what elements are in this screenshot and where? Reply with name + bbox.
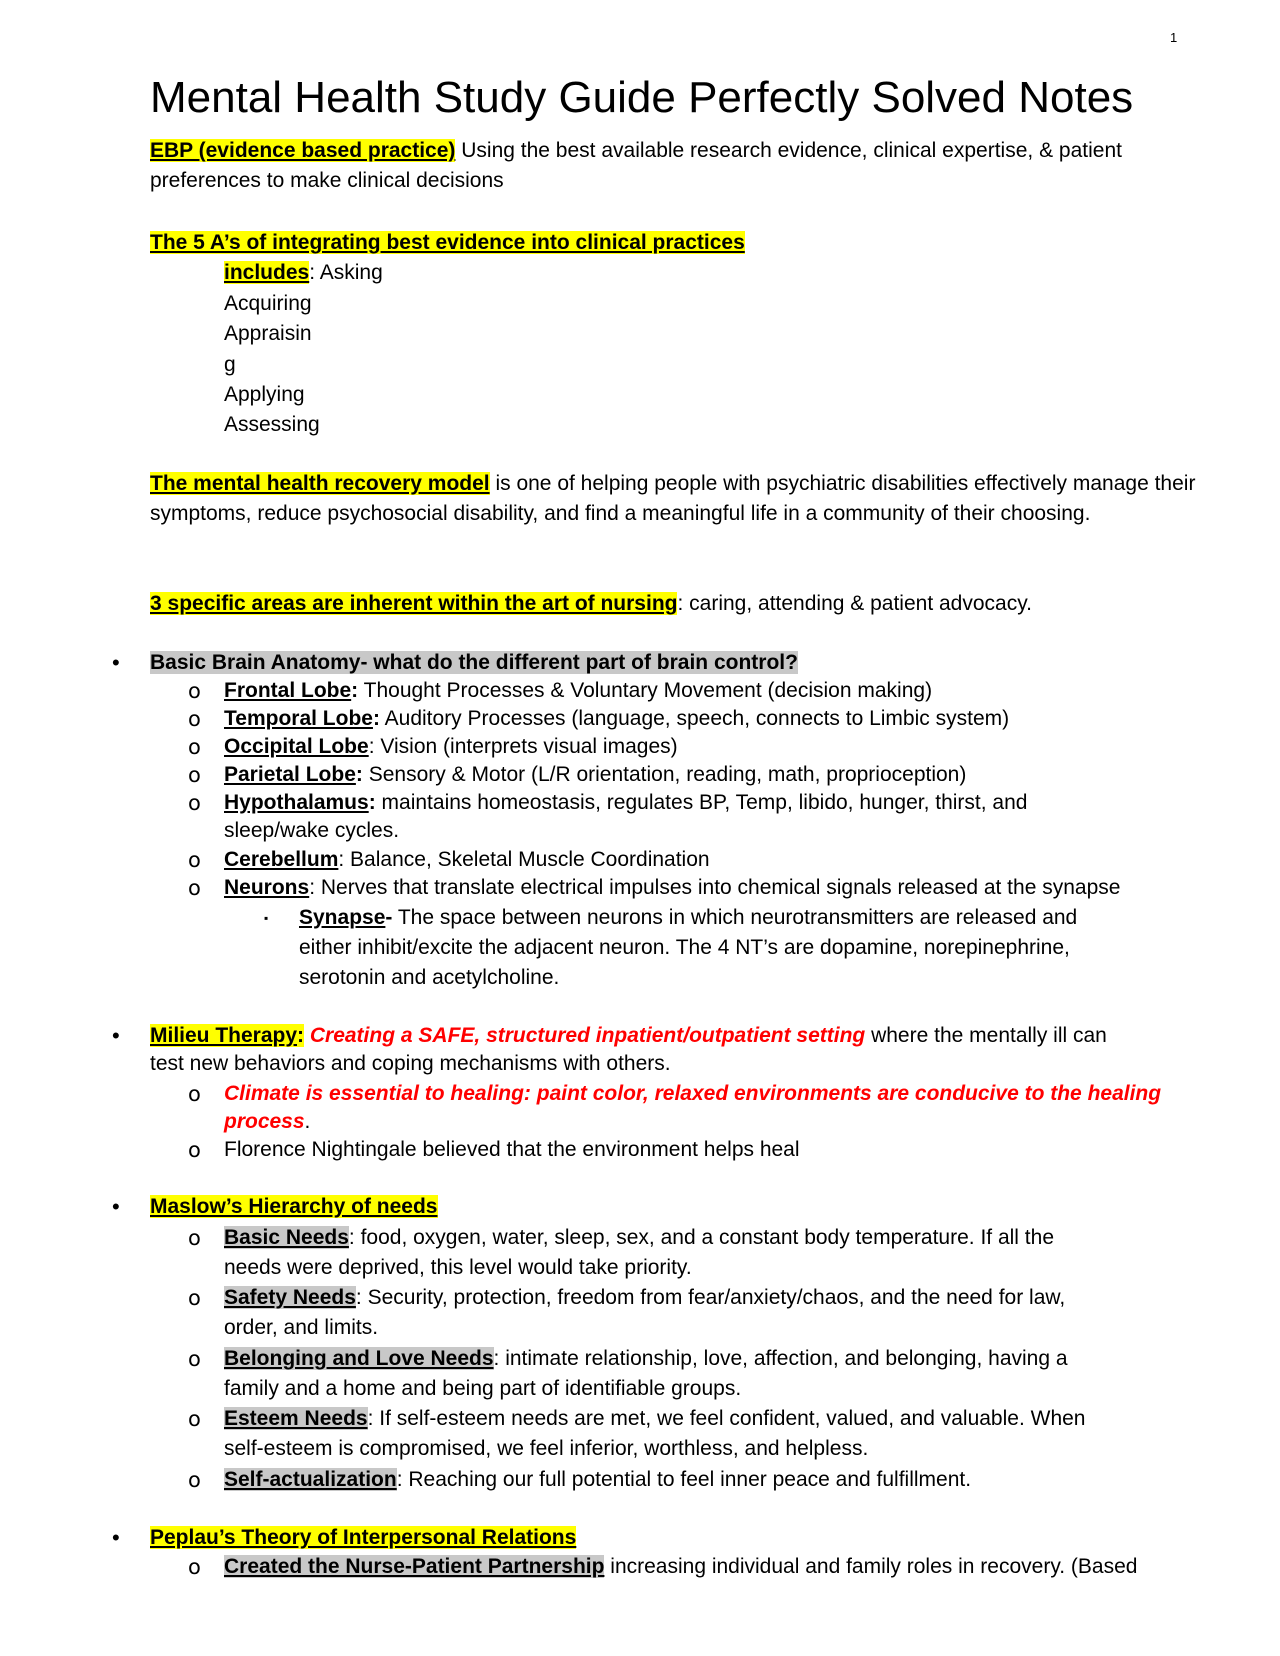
synapse-line-2: either inhibit/excite the adjacent neuron. The 4 NT’s are dopamine, norepinephrine, [299, 936, 1070, 959]
five-as-item: Appraisin [224, 322, 312, 345]
brain-item-temporal: Temporal Lobe: Auditory Processes (language, speech, connects to Limbic system) [224, 707, 1010, 730]
art-text: : caring, attending & patient advocacy. [677, 592, 1032, 615]
milieu-climate-line-1: Climate is essential to healing: paint color, relaxed environments are conducive to the healing [224, 1082, 1162, 1105]
synapse-line-3: serotonin and acetylcholine. [299, 966, 560, 989]
sub-bullet-marker: o [188, 848, 201, 872]
sub-bullet-marker: o [188, 876, 201, 900]
five-as-heading-text: The 5 A’s of integrating best evidence into clinical practices [150, 231, 745, 254]
maslow-item-basic-cont: needs were deprived, this level would take priority. [224, 1256, 692, 1279]
maslow-heading: Maslow’s Hierarchy of needs [150, 1195, 438, 1218]
art-of-nursing [150, 590, 1032, 618]
brain-item-cerebellum: Cerebellum: Balance, Skeletal Muscle Coordination [224, 848, 710, 871]
five-as-item: Applying [224, 383, 305, 406]
sub-bullet-marker: o [188, 763, 201, 787]
sub-bullet-marker: o [188, 791, 201, 815]
page-number: 1 [1170, 30, 1178, 45]
five-as-heading [150, 229, 745, 257]
brain-item-occipital: Occipital Lobe: Vision (interprets visual images) [224, 735, 678, 758]
maslow-item-esteem-cont: self-esteem is compromised, we feel inferior, worthless, and helpless. [224, 1437, 869, 1460]
maslow-item-belonging: Belonging and Love Needs: intimate relationship, love, affection, and belonging, having a [224, 1347, 1068, 1370]
sub-bullet-marker: o [188, 1555, 201, 1579]
recovery-text: is one of helping people with psychiatric disabilities effectively manage their symptoms, reduce psychosocial disability, and find a meaningful life in a community of their choosing. [150, 472, 1196, 525]
brain-item-hypothalamus: Hypothalamus: maintains homeostasis, regulates BP, Temp, libido, hunger, thirst, and [224, 791, 1028, 814]
recovery-paragraph [150, 469, 1200, 529]
ebp-paragraph [150, 136, 1200, 196]
maslow-item-safety-cont: order, and limits. [224, 1316, 379, 1339]
bullet-marker: • [112, 1023, 120, 1048]
includes-term: includes [224, 261, 310, 284]
ebp-term: EBP (evidence based practice) [150, 139, 456, 162]
brain-item-parietal: Parietal Lobe: Sensory & Motor (L/R orientation, reading, math, proprioception) [224, 763, 967, 786]
sub-bullet-marker: o [188, 1407, 201, 1431]
brain-item-frontal: Frontal Lobe: Thought Processes & Voluntary Movement (decision making) [224, 679, 933, 702]
maslow-item-belonging-cont: family and a home and being part of identifiable groups. [224, 1377, 742, 1400]
brain-item-neurons: Neurons: Nerves that translate electrical impulses into chemical signals released at the synapse [224, 876, 1121, 899]
five-as-item: g [224, 353, 236, 376]
synapse-line-1: Synapse- The space between neurons in which neurotransmitters are released and [299, 906, 1078, 929]
peplau-heading: Peplau’s Theory of Interpersonal Relations [150, 1526, 577, 1549]
bullet-marker: • [112, 1525, 120, 1550]
five-as-item: Assessing [224, 413, 320, 436]
sub-bullet-marker: o [188, 1468, 201, 1492]
maslow-item-safety: Safety Needs: Security, protection, freedom from fear/anxiety/chaos, and the need for law, [224, 1286, 1066, 1309]
brain-item-hypothalamus-cont: sleep/wake cycles. [224, 819, 400, 842]
sub-bullet-marker: o [188, 1286, 201, 1310]
peplau-item: Created the Nurse-Patient Partnership increasing individual and family roles in recovery. (Based [224, 1555, 1138, 1578]
page-title: Mental Health Study Guide Perfectly Solved Notes [150, 73, 1134, 122]
sub-bullet-marker: o [188, 679, 201, 703]
ebp-text: Using the best available research evidence, clinical expertise, & patient preferences to make clinical decisions [150, 139, 1122, 192]
milieu-nightingale: Florence Nightingale believed that the environment helps heal [224, 1138, 800, 1161]
square-bullet-marker: ▪ [264, 911, 269, 925]
brain-heading-text: Basic Brain Anatomy- what do the different part of brain control? [150, 651, 798, 674]
sub-bullet-marker: o [188, 735, 201, 759]
milieu-climate-line-2: process. [224, 1110, 311, 1133]
milieu-line-1: Milieu Therapy: Creating a SAFE, structured inpatient/outpatient setting where the mentally ill can [150, 1024, 1107, 1047]
sub-bullet-marker: o [188, 1138, 201, 1162]
recovery-term: The mental health recovery model [150, 472, 490, 495]
five-as-includes [224, 259, 383, 287]
brain-heading [150, 649, 798, 677]
sub-bullet-marker: o [188, 1226, 201, 1250]
bullet-marker: • [112, 1194, 120, 1219]
sub-bullet-marker: o [188, 1347, 201, 1371]
bullet-marker: • [112, 650, 120, 675]
sub-bullet-marker: o [188, 1082, 201, 1106]
includes-rest: : Asking [309, 261, 383, 284]
milieu-line-2: test new behaviors and coping mechanisms with others. [150, 1052, 671, 1075]
maslow-item-basic: Basic Needs: food, oxygen, water, sleep, sex, and a constant body temperature. If all the [224, 1226, 1054, 1249]
sub-bullet-marker: o [188, 707, 201, 731]
maslow-item-esteem: Esteem Needs: If self-esteem needs are met, we feel confident, valued, and valuable. When [224, 1407, 1086, 1430]
maslow-item-self-actualization: Self-actualization: Reaching our full potential to feel inner peace and fulfillment. [224, 1468, 972, 1491]
art-term: 3 specific areas are inherent within the art of nursing [150, 592, 678, 615]
five-as-item: Acquiring [224, 292, 312, 315]
